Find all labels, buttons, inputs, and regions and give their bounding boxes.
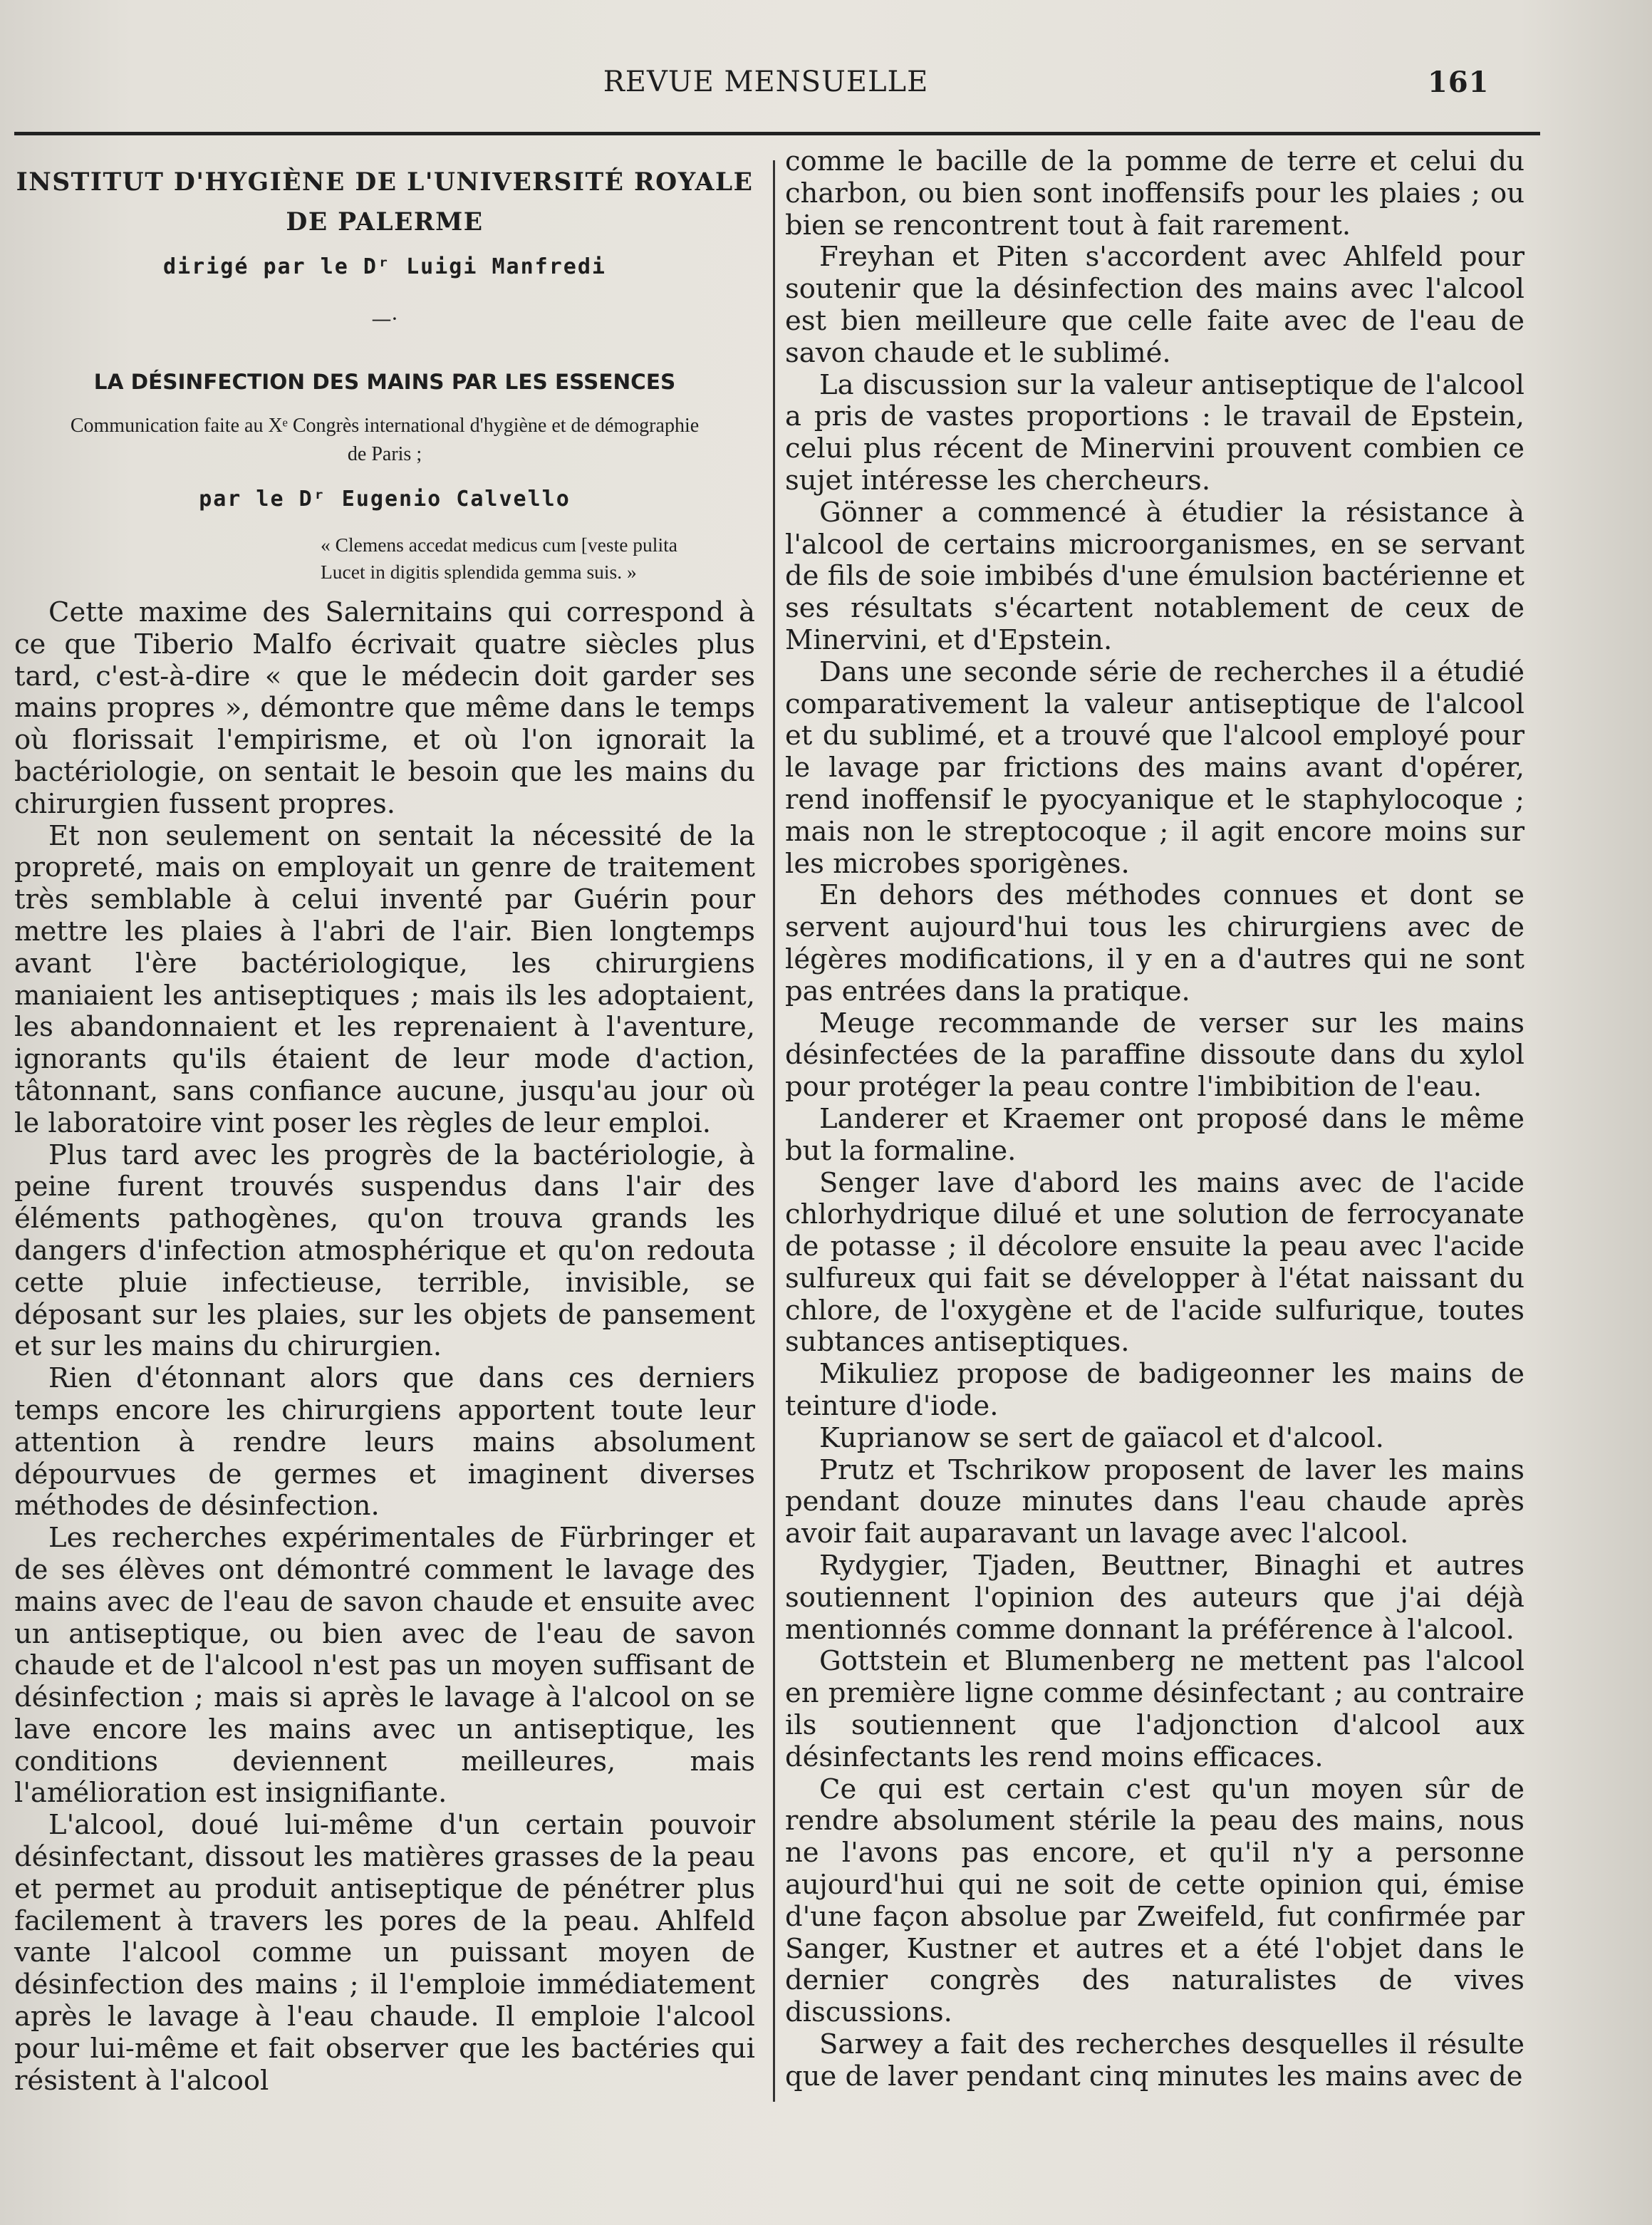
right-column	[785, 146, 1524, 2093]
paragraph: La discussion sur la valeur antiseptique de l'alcool a pris de vastes proportions : le travail de Epstein, celui plus récent de Minervini prouvent combien ce sujet intéresse les chercheurs.	[785, 368, 1524, 497]
paragraph: Rydygier, Tjaden, Beuttner, Binaghi et autres soutiennent l'opinion des auteurs que j'ai déjà mentionnés comme donnant la préférence à l'alcool.	[785, 1550, 1524, 1646]
epigraph-line-2: Lucet in digitis splendida gemma suis. »	[321, 561, 637, 583]
paragraph: Dans une seconde série de recherches il a étudié comparativement la valeur antiseptique de l'alcool et du sublimé, et a trouvé que l'alcool employé pour le lavage par frictions des mains avant d'opérer, rend inoffensif le pyocyanique et le staphylocoque ; mais non le streptocoque ; il agit encore moins sur les microbes sporigènes.	[785, 655, 1524, 880]
paragraph: Gottstein et Blumenberg ne mettent pas l'alcool en première ligne comme désinfectant ; au contraire ils soutiennent que l'adjonction d'alcool aux désinfectants les rend moins efficaces.	[785, 1645, 1524, 1773]
paragraph: Landerer et Kraemer ont proposé dans le même but la formaline.	[785, 1102, 1524, 1167]
communication-line-1: Communication faite au Xᵉ Congrès international d'hygiène et de démographie	[70, 415, 700, 437]
paragraph-continuation: comme le bacille de la pomme de terre et celui du charbon, ou bien sont inoffensifs pour les plaies ; ou bien se rencontrent tout à fait rarement.	[785, 145, 1524, 242]
paragraph: Senger lave d'abord les mains avec de l'acide chlorhydrique dilué et une solution de ferrocyanate de potasse ; il décolore ensuite la peau avec l'acide sulfureux qui fait se développer à l'état naissant du chlore, de l'oxygène et de l'acide sulfurique, toutes subtances antiseptiques.	[785, 1166, 1524, 1359]
paragraph: Et non seulement on sentait la nécessité de la propreté, mais on employait un genre de traitement très semblable à celui inventé par Guérin pour mettre les plaies à l'abri de l'air. Bien longtemps avant l'ère bactériologique, les chirurgiens maniaient les antiseptiques ; mais ils les adoptaient, les abandonnaient et les reprenaient à l'aventure, ignorants qu'ils étaient de leur mode d'action, tâtonnant, sans confiance aucune, jusqu'au jour où le laboratoire vint poser les règles de leur emploi.	[14, 819, 755, 1139]
paragraph: Cette maxime des Salernitains qui correspond à ce que Tiberio Malfo écrivait quatre siècles plus tard, c'est-à-dire « que le médecin doit garder ses mains propres », démontre que même dans le temps où florissait l'empirisme, et où l'on ignorait la bactériologie, on sentait le besoin que les mains du chirurgien fussent propres.	[14, 596, 755, 820]
journal-title: REVUE MENSUELLE	[603, 66, 929, 98]
left-body-text	[14, 597, 755, 2097]
institute-line-1: INSTITUT D'HYGIÈNE DE L'UNIVERSITÉ ROYALE	[16, 168, 754, 197]
paragraph: Ce qui est certain c'est qu'un moyen sûr de rendre absolument stérile la peau des mains, nous ne l'avons pas encore, et qu'il n'y a personne aujourd'hui qui ne soit de cette opinion qui, émise d'une façon absolue par Zweifeld, fut confirmée par Sanger, Kustner et autres et a été l'objet dans le dernier congrès des naturalistes de vives discussions.	[785, 1773, 1524, 2029]
right-body-text	[785, 146, 1524, 2093]
paragraph: Sarwey a fait des recherches desquelles il résulte que de laver pendant cinq minutes les mains avec de	[785, 2028, 1524, 2092]
article-title: LA DÉSINFECTION DES MAINS PAR LES ESSENCES	[93, 370, 676, 394]
paragraph: Prutz et Tschrikow proposent de laver les mains pendant douze minutes dans l'eau chaude après avoir fait auparavant un lavage avec l'alcool.	[785, 1453, 1524, 1550]
epigraph	[14, 531, 755, 586]
paragraph: En dehors des méthodes connues et dont se servent aujourd'hui tous les chirurgiens avec de légères modifications, il y en a d'autres qui ne sont pas entrées dans la pratique.	[785, 879, 1524, 1007]
paragraph: Kuprianow se sert de gaïacol et d'alcool.	[819, 1421, 1384, 1454]
epigraph-line-1: « Clemens accedat medicus cum [veste pulita	[321, 534, 677, 556]
ornament-dash: —·	[371, 307, 398, 331]
author-line: par le Dʳ Eugenio Calvello	[199, 487, 571, 512]
left-column	[14, 148, 755, 2097]
institute-title	[14, 148, 755, 242]
column-divider	[773, 160, 775, 2102]
communication-line-2: de Paris ;	[347, 443, 422, 465]
paragraph: Rien d'étonnant alors que dans ces derniers temps encore les chirurgiens apportent toute leur attention à rendre leurs mains absolument dépourvues de germes et imaginent diverses méthodes de désinfection.	[14, 1362, 755, 1523]
article-header	[14, 148, 755, 586]
communication-note	[14, 412, 755, 469]
running-head	[0, 66, 1652, 108]
paragraph: Les recherches expérimentales de Fürbringer et de ses élèves ont démontré comment le lavage des mains avec de l'eau de savon chaude et ensuite avec un antiseptique, ou bien avec de l'eau de savon chaude et de l'alcool n'est pas un moyen suffisant de désinfection ; mais si après le lavage à l'alcool on se lave encore les mains avec un antiseptique, les conditions deviennent meilleures, mais l'amélioration est insignifiante.	[14, 1522, 755, 1810]
paragraph: L'alcool, doué lui-même d'un certain pouvoir désinfectant, dissout les matières grasses de la peau et permet au produit antiseptique de pénétrer plus facilement à travers les pores de la peau. Ahlfeld vante l'alcool comme un puissant moyen de désinfection des mains ; il l'emploie immédiatement après le lavage à l'eau chaude. Il emploie l'alcool pour lui-même et fait observer que les bactéries qui résistent à l'alcool	[14, 1809, 755, 2097]
paragraph: Mikuliez propose de badigeonner les mains de teinture d'iode.	[785, 1358, 1524, 1423]
page-number: 161	[1428, 66, 1490, 99]
director-line: dirigé par le Dʳ Luigi Manfredi	[163, 254, 606, 279]
paragraph: Freyhan et Piten s'accordent avec Ahlfeld pour soutenir que la désinfection des mains avec l'alcool est bien meilleure que celle faite avec de l'eau de savon chaude et le sublimé.	[785, 241, 1524, 369]
institute-line-2: DE PALERME	[286, 208, 484, 237]
paragraph: Meuge recommande de verser sur les mains désinfectées de la paraffine dissoute dans du xylol pour protéger la peau contre l'imbibition de l'eau.	[785, 1007, 1524, 1104]
header-rule	[14, 132, 1540, 135]
paragraph: Plus tard avec les progrès de la bactériologie, à peine furent trouvés suspendus dans l'air des éléments pathogènes, qu'on trouva grands les dangers d'infection atmosphérique et qu'on redouta cette pluie infectieuse, terrible, invisible, se déposant sur les plaies, sur les objets de pansement et sur les mains du chirurgien.	[14, 1139, 755, 1363]
paragraph: Gönner a commencé à étudier la résistance à l'alcool de certains microorganismes, en se servant de fils de soie imbibés d'une émulsion bactérienne et ses résultats s'écartent notablement de ceux de Minervini, et d'Epstein.	[785, 496, 1524, 656]
